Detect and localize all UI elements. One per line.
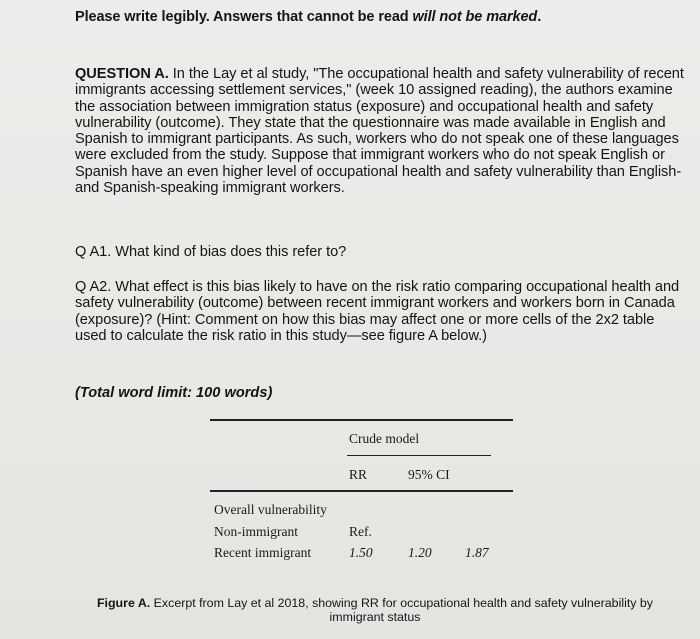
caption-label: Figure A. (96, 596, 151, 610)
notice-end: . (537, 9, 542, 25)
row-label: Non-immigrant (214, 524, 298, 539)
notice-emphasis: will not be marked (412, 9, 538, 25)
rr-value: 1.50 (349, 545, 373, 560)
rr-column-header: RR (349, 467, 368, 482)
notice-lead: Please write legibly. Answers that cannot be read (75, 9, 413, 25)
figure-caption (80, 596, 670, 624)
ci-low-value: 1.20 (408, 545, 432, 560)
table-header-rule (210, 490, 513, 492)
question-a-text: In the Lay et al study, "The occupational health and safety vulnerability of recent immigrants accessing settlement services," (week 10 assigned reading), the authors examine the association between immigration status (exposure) and occupational health and safety vulnerability (outcome). They state that the questionnaire was made available in English and Spanish to immigrant participants. As such, workers who do not speak one of these languages were excluded from the study. Suppose that immigrant workers who do not speak English or Spanish have an even higher level of occupational health and safety vulnerability than English- and Spanish-speaking immigrant workers. (75, 66, 684, 197)
word-limit: (Total word limit: 100 words) (75, 385, 273, 401)
question-a-label: QUESTION A. (75, 66, 169, 82)
table-top-rule (210, 419, 513, 421)
section-label: Overall vulnerability (214, 502, 327, 517)
caption-text: Excerpt from Lay et al 2018, showing RR for occupational health and safety vulnerability by immigrant status (150, 596, 654, 624)
ci-high-value: 1.87 (465, 545, 489, 560)
question-a2: Q A2. What effect is this bias likely to have on the risk ratio comparing occupational health and safety vulnerability (outcome) between recent immigrant workers and workers born in Canada (exposure)? (Hint: Comment on how this bias may affect one or more cells of the 2x2 table used to calculate the risk ratio in this study—see figure A below.) (75, 279, 680, 344)
rr-value: Ref. (349, 524, 372, 539)
question-a1: Q A1. What kind of bias does this refer to? (75, 244, 347, 260)
row-label: Recent immigrant (214, 545, 312, 560)
ci-column-header: 95% CI (408, 467, 450, 482)
crude-model-header: Crude model (349, 431, 420, 446)
crude-model-underline (347, 455, 491, 456)
